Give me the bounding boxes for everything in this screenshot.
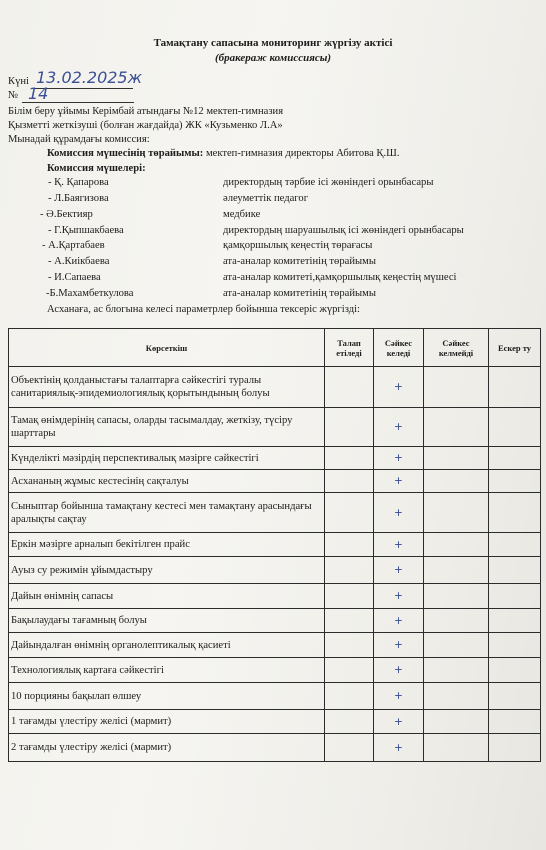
required-cell (325, 584, 374, 609)
noncompliant-cell (424, 633, 489, 658)
compliant-mark: + (374, 609, 424, 633)
criterion-cell: Технологиялық картаға сәйкестігі (9, 658, 325, 683)
member-name: -Б.Махамбеткулова (46, 288, 134, 299)
compliant-mark: + (374, 367, 424, 408)
noncompliant-cell (424, 470, 489, 493)
table-header-row (9, 329, 541, 367)
note-cell (489, 470, 541, 493)
table-row (9, 447, 541, 470)
note-cell (489, 658, 541, 683)
member-role: ата-аналар комитетінің төрайымы (223, 288, 376, 299)
compliant-mark: + (374, 658, 424, 683)
member-name: - И.Сапаева (48, 272, 101, 283)
table-row (9, 609, 541, 633)
member-role: қамқоршылық кеңестің төрағасы (223, 240, 373, 251)
note-cell (489, 609, 541, 633)
members-label: Комиссия мүшелері: (47, 163, 146, 174)
note-cell (489, 408, 541, 447)
document-title: Тамақтану сапасына мониторинг жүргізу актісі (153, 37, 393, 49)
member-name: - Қ. Қапарова (48, 177, 109, 188)
intro-line: Асханаға, ас блогына келесі параметрлер бойынша тексеріс жүргізді: (47, 304, 360, 315)
chair-value: мектеп-гимназия директоры Абитова Қ.Ш. (205, 148, 400, 159)
table-row (9, 408, 541, 447)
required-cell (325, 367, 374, 408)
required-cell (325, 609, 374, 633)
table-row (9, 493, 541, 533)
table-row (9, 633, 541, 658)
note-cell (489, 683, 541, 710)
column-header: Ескер ту (489, 329, 541, 367)
criterion-cell: Тамақ өнімдерінің сапасы, оларды тасымалдау, жеткізу, түсіру шарттары (9, 408, 325, 447)
compliant-mark: + (374, 493, 424, 533)
required-cell (325, 408, 374, 447)
chair-label: Комиссия мүшесінің төрайымы: (47, 148, 204, 159)
date-label: Күні (8, 76, 29, 87)
member-role: ата-аналар комитетінің төрайымы (223, 256, 376, 267)
member-role: әлеуметтік педагог (223, 193, 309, 204)
table-row (9, 367, 541, 408)
compliant-mark: + (374, 710, 424, 734)
criterion-cell: Дайын өнімнің сапасы (9, 584, 325, 609)
noncompliant-cell (424, 658, 489, 683)
note-cell (489, 584, 541, 609)
date-value: 13.02.2025ж (36, 68, 143, 87)
criterion-cell: Ауыз су режимін ұйымдастыру (9, 557, 325, 584)
commission-composition-line: Мынадай құрамдағы комиссия: (8, 134, 150, 145)
compliant-mark: + (374, 633, 424, 658)
number-value: 14 (28, 84, 49, 103)
table-row (9, 658, 541, 683)
note-cell (489, 557, 541, 584)
column-header: Сәйкес келмейді (424, 329, 489, 367)
member-name: - Г.Қыпшакбаева (48, 225, 124, 236)
criterion-cell: 2 тағамды үлестіру желісі (мармит) (9, 734, 325, 762)
required-cell (325, 493, 374, 533)
criterion-cell: Асхананың жұмыс кестесінің сақталуы (9, 470, 325, 493)
member-name: - Л.Баягизова (48, 193, 109, 204)
compliant-mark: + (374, 683, 424, 710)
criterion-cell: Еркін мәзірге арналып бекітілген прайс (9, 533, 325, 557)
noncompliant-cell (424, 683, 489, 710)
noncompliant-cell (424, 734, 489, 762)
number-label: № (8, 90, 19, 101)
member-name: - А.Қартабаев (42, 240, 105, 251)
table-row (9, 533, 541, 557)
column-header: Көрсеткіш (9, 329, 325, 367)
criterion-cell: Күнделікті мәзірдің перспективалық мәзірге сәйкестігі (9, 447, 325, 470)
noncompliant-cell (424, 408, 489, 447)
table-row (9, 557, 541, 584)
required-cell (325, 557, 374, 584)
member-role: директордың шаруашылық ісі жөніндегі орынбасары (223, 225, 464, 236)
noncompliant-cell (424, 557, 489, 584)
supplier-line: Қызметті жеткізуші (болған жағдайда) ЖК «Кузьменко Л.А» (8, 120, 283, 131)
document-subtitle: (бракераж комиссиясы) (214, 52, 332, 64)
compliant-mark: + (374, 734, 424, 762)
required-cell (325, 633, 374, 658)
criterion-cell: Бақылаудағы тағамның болуы (9, 609, 325, 633)
inspection-table (8, 328, 541, 762)
noncompliant-cell (424, 493, 489, 533)
table-row (9, 734, 541, 762)
member-role: медбике (223, 209, 261, 220)
compliant-mark: + (374, 408, 424, 447)
required-cell (325, 734, 374, 762)
table-row (9, 584, 541, 609)
noncompliant-cell (424, 609, 489, 633)
member-name: - А.Киікбаева (48, 256, 110, 267)
table-row (9, 683, 541, 710)
number-underline (22, 102, 134, 103)
compliant-mark: + (374, 447, 424, 470)
member-name: - Ә.Бектияр (40, 209, 93, 220)
compliant-mark: + (374, 557, 424, 584)
member-role: ата-аналар комитеті,қамқоршылық кеңестің мүшесі (223, 272, 457, 283)
criterion-cell: Сыныптар бойынша тамақтану кестесі мен тамақтану арасындағы аралықты сақтау (9, 493, 325, 533)
note-cell (489, 493, 541, 533)
note-cell (489, 367, 541, 408)
required-cell (325, 470, 374, 493)
noncompliant-cell (424, 584, 489, 609)
note-cell (489, 710, 541, 734)
criterion-cell: 1 тағамды үлестіру желісі (мармит) (9, 710, 325, 734)
table-row (9, 710, 541, 734)
compliant-mark: + (374, 470, 424, 493)
member-role: директордың тәрбие ісі жөніндегі орынбасары (223, 177, 434, 188)
required-cell (325, 683, 374, 710)
compliant-mark: + (374, 533, 424, 557)
required-cell (325, 533, 374, 557)
note-cell (489, 633, 541, 658)
criterion-cell: Объектінің қолданыстағы талаптарға сәйкестігі туралы санитариялық-эпидемиологиялық қорытындының болуы (9, 367, 325, 408)
table-row (9, 470, 541, 493)
column-header: Сәйкес келеді (374, 329, 424, 367)
criterion-cell: 10 порцияны бақылап өлшеу (9, 683, 325, 710)
organization-line: Білім беру ұйымы Керімбай атындағы №12 мектеп-гимназия (8, 106, 284, 117)
noncompliant-cell (424, 710, 489, 734)
noncompliant-cell (424, 533, 489, 557)
note-cell (489, 533, 541, 557)
criterion-cell: Дайындалған өнімнің органолептикалық қасиеті (9, 633, 325, 658)
noncompliant-cell (424, 367, 489, 408)
column-header: Талап етіледі (325, 329, 374, 367)
note-cell (489, 447, 541, 470)
required-cell (325, 710, 374, 734)
compliant-mark: + (374, 584, 424, 609)
note-cell (489, 734, 541, 762)
noncompliant-cell (424, 447, 489, 470)
required-cell (325, 658, 374, 683)
required-cell (325, 447, 374, 470)
chair-line (47, 148, 399, 159)
